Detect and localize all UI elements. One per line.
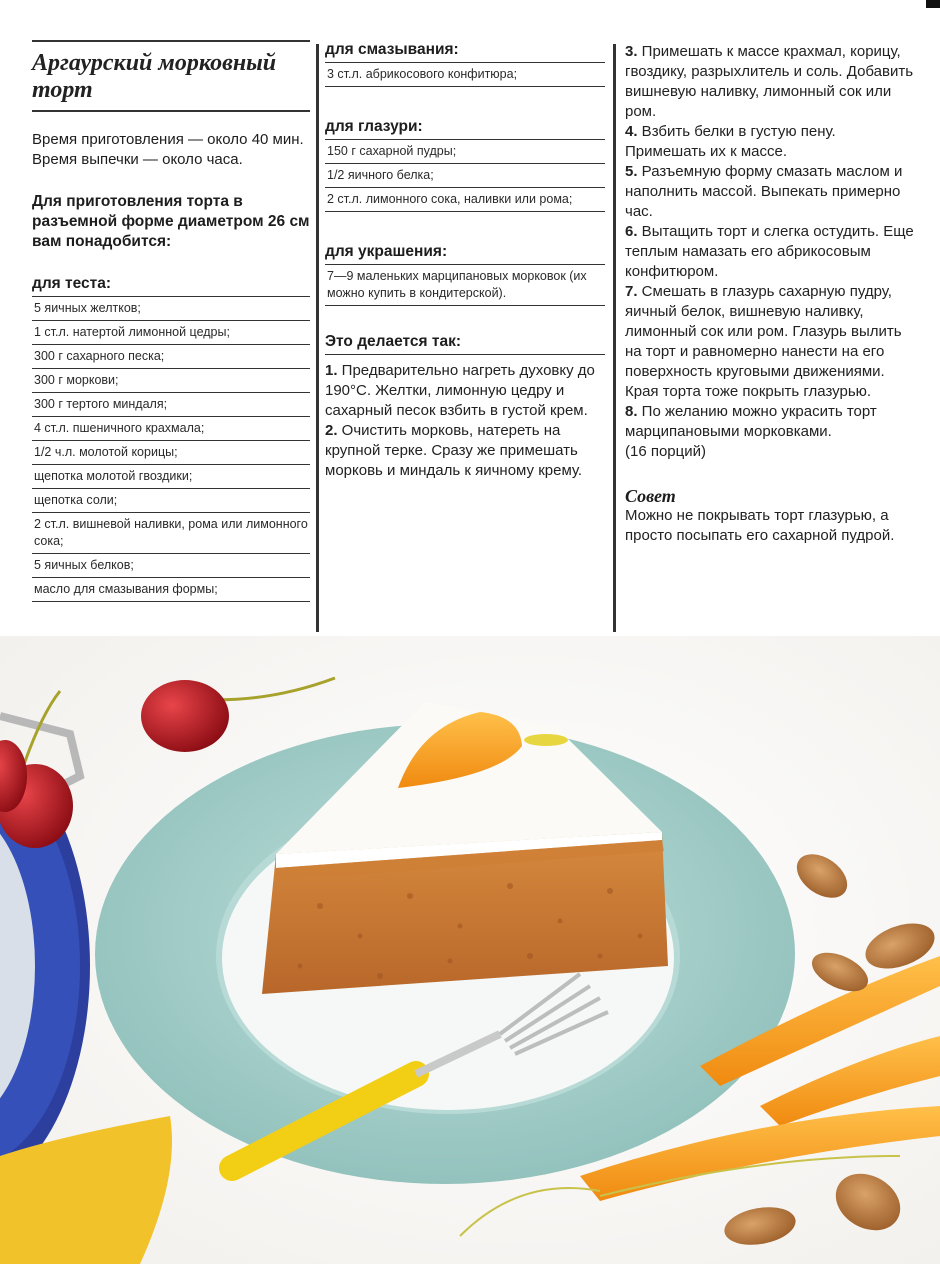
step-text: Взбить белки в густую пену. Примешать их к массе. bbox=[625, 123, 836, 160]
ingredient-item: 3 ст.л. абрикосового конфитюра; bbox=[325, 62, 605, 87]
corner-mark bbox=[926, 0, 940, 8]
column-middle bbox=[325, 40, 605, 481]
step-text: Очистить морковь, натереть на крупной терке. Сразу же примешать морковь и миндаль к яичному крему. bbox=[325, 422, 583, 479]
method-steps-part2 bbox=[625, 42, 915, 442]
ingredient-item: щепотка молотой гвоздики; bbox=[32, 465, 310, 489]
servings: (16 порций) bbox=[625, 443, 706, 460]
title-rule bbox=[32, 110, 310, 112]
greasing-ingredients bbox=[325, 62, 605, 87]
ingredient-item: щепотка соли; bbox=[32, 489, 310, 513]
ingredient-item: 1 ст.л. натертой лимонной цедры; bbox=[32, 321, 310, 345]
column-left bbox=[32, 40, 310, 602]
step-number: 4. bbox=[625, 123, 638, 140]
decoration-ingredients bbox=[325, 264, 605, 306]
title-line-1: Аргаурский морковный bbox=[32, 50, 277, 76]
method-steps-part1 bbox=[325, 361, 605, 481]
ingredient-item: 2 ст.л. лимонного сока, наливки или рома; bbox=[325, 188, 605, 212]
dough-heading: для теста: bbox=[32, 275, 112, 292]
tip-text: Можно не покрывать торт глазурью, а просто посыпать его сахарной пудрой. bbox=[625, 507, 895, 544]
column-divider bbox=[613, 44, 616, 632]
step-number: 1. bbox=[325, 362, 338, 379]
ingredient-item: 7—9 маленьких марципановых морковок (их можно купить в кондитерской). bbox=[325, 264, 605, 306]
greasing-heading: для смазывания: bbox=[325, 41, 459, 58]
recipe-title bbox=[32, 42, 310, 110]
method-step bbox=[625, 402, 915, 442]
title-line-2: торт bbox=[32, 77, 93, 103]
method-step bbox=[325, 421, 605, 481]
step-text: Вытащить торт и слегка остудить. Еще теплым намазать его абрикосовым конфитюром. bbox=[625, 223, 914, 280]
ingredient-item: 2 ст.л. вишневой наливки, рома или лимонного сока; bbox=[32, 513, 310, 554]
column-right bbox=[625, 40, 915, 546]
step-number: 7. bbox=[625, 283, 638, 300]
glaze-ingredients bbox=[325, 139, 605, 212]
ingredient-item: масло для смазывания формы; bbox=[32, 578, 310, 602]
method-step bbox=[625, 282, 915, 402]
step-text: Разъемную форму смазать маслом и наполнить массой. Выпекать примерно час. bbox=[625, 163, 903, 220]
cake-photo bbox=[0, 636, 940, 1264]
method-step bbox=[625, 42, 915, 122]
step-number: 3. bbox=[625, 43, 638, 60]
column-divider bbox=[316, 44, 319, 632]
step-text: Предварительно нагреть духовку до 190°С. Желтки, лимонную цедру и сахарный песок взбить в густой крем. bbox=[325, 362, 595, 419]
step-text: Смешать в глазурь сахарную пудру, яичный белок, вишневую наливку, лимонный сок или ром. Глазурь вылить на торт и равномерно нанести на его поверхность круговыми движениями. Края торта тоже покрыть глазурью. bbox=[625, 283, 902, 400]
bake-time: Время выпечки — около часа. bbox=[32, 151, 243, 168]
ingredient-item: 4 ст.л. пшеничного крахмала; bbox=[32, 417, 310, 441]
step-number: 2. bbox=[325, 422, 338, 439]
method-step bbox=[625, 122, 915, 162]
intro-text: Для приготовления торта в разъемной форме диаметром 26 см вам понадобится: bbox=[32, 193, 310, 250]
step-text: Примешать к массе крахмал, корицу, гвоздику, разрыхлитель и соль. Добавить вишневую наливку, лимонный сок или ром. bbox=[625, 43, 914, 120]
ingredient-item: 1/2 ч.л. молотой корицы; bbox=[32, 441, 310, 465]
ingredient-item: 300 г моркови; bbox=[32, 369, 310, 393]
ingredient-item: 150 г сахарной пудры; bbox=[325, 139, 605, 164]
step-text: По желанию можно украсить торт марципановыми морковками. bbox=[625, 403, 877, 440]
step-number: 8. bbox=[625, 403, 638, 420]
dough-ingredients bbox=[32, 296, 310, 602]
method-step bbox=[325, 361, 605, 421]
ingredient-item: 300 г тертого миндаля; bbox=[32, 393, 310, 417]
step-number: 5. bbox=[625, 163, 638, 180]
method-step bbox=[625, 162, 915, 222]
ingredient-item: 1/2 яичного белка; bbox=[325, 164, 605, 188]
ingredient-item: 5 яичных желтков; bbox=[32, 296, 310, 321]
tip-heading: Совет bbox=[625, 486, 676, 506]
method-step bbox=[625, 222, 915, 282]
glaze-heading: для глазури: bbox=[325, 118, 423, 135]
carrot-leaf bbox=[524, 734, 568, 746]
ingredient-item: 300 г сахарного песка; bbox=[32, 345, 310, 369]
step-number: 6. bbox=[625, 223, 638, 240]
method-heading: Это делается так: bbox=[325, 332, 605, 355]
prep-time: Время приготовления — около 40 мин. bbox=[32, 131, 304, 148]
ingredient-item: 5 яичных белков; bbox=[32, 554, 310, 578]
decoration-heading: для украшения: bbox=[325, 243, 448, 260]
